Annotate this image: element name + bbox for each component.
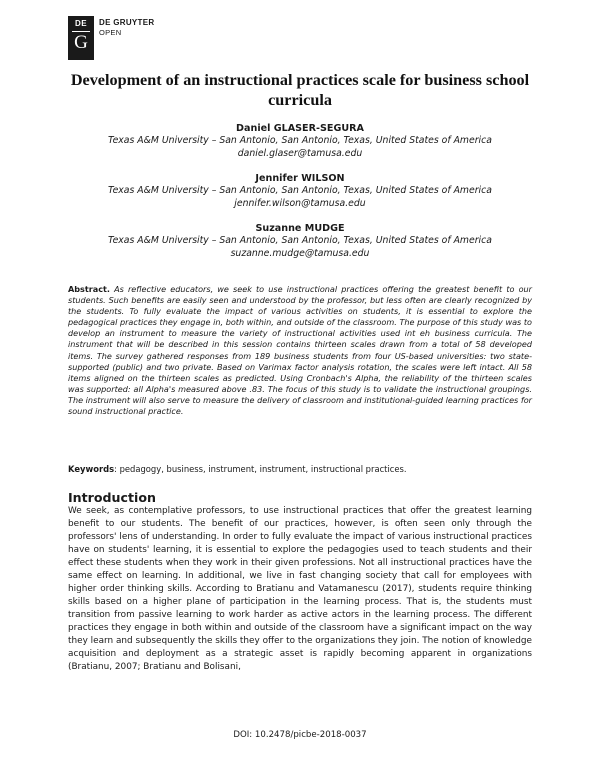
publisher-logo bbox=[68, 16, 154, 60]
author-list bbox=[60, 122, 540, 272]
author-block bbox=[60, 122, 540, 160]
publisher-logo-mark bbox=[68, 16, 94, 60]
abstract bbox=[68, 284, 532, 417]
keywords-text: : pedagogy, business, instrument, instrument, instructional practices. bbox=[114, 464, 407, 474]
author-email: jennifer.wilson@tamusa.edu bbox=[234, 197, 366, 209]
author-block bbox=[60, 172, 540, 210]
author-affiliation: Texas A&M University – San Antonio, San Antonio, Texas, United States of America bbox=[108, 185, 492, 196]
author-name: Daniel GLASER-SEGURA bbox=[236, 123, 364, 134]
section-heading-introduction: Introduction bbox=[68, 490, 156, 505]
logo-mark-bottom: G bbox=[74, 32, 88, 53]
paper-title: Development of an instructional practices scale for business school curricula bbox=[70, 71, 530, 109]
author-name: Jennifer WILSON bbox=[255, 173, 345, 184]
author-email: daniel.glaser@tamusa.edu bbox=[237, 147, 363, 159]
abstract-text: As reflective educators, we seek to use instructional practices offering the greatest benefit to our students. Such benefits are easily seen and understood by the professor, but less often are clearly recognized by the students. To fully evaluate the impact of various activities on students, it is essential to explore the pedagogical practices they engage in, both within, and outside of the classroom. The purpose of this study was to develop an instrument to measure the variety of instructional activities used int eh business curricula. The instrument that will be described in this session contains thirteen scales drawn from a total of 58 developed items. The survey gathered responses from 189 business students from four US-based universities: two state-supported (public) and two private. Based on Varimax factor analysis rotation, the scales were left intact. All 58 items aligned on the thirteen scales as predicted. Using Cronbach's Alpha, the reliability of the thirteen scales was supported: all Alpha's measured above .83. The focus of this study is to validate the instructional groupings. The instrument will also serve to measure the delivery of classroom and institutional-guided learning practices for sound instructional practice. bbox=[68, 284, 532, 417]
author-affiliation: Texas A&M University – San Antonio, San Antonio, Texas, United States of America bbox=[108, 235, 492, 246]
publisher-tagline: OPEN bbox=[99, 28, 122, 37]
keywords bbox=[68, 464, 532, 475]
keywords-label: Keywords bbox=[68, 464, 115, 474]
introduction-text: We seek, as contemplative professors, to use instructional practices that offer the greatest learning benefit to our students. The benefit of our practices, however, is often seen only through the professors' lens of understanding. In order to fully evaluate the impact of various instructional practices have on students' learning, it is essential to explore the pedagogies used to teach students and their effect these students when they work in their given professions. Not all instructional practices have the same effect on learning. In additional, we live in fast changing society that call for employees with higher order thinking skills. According to Bratianu and Vatamanescu (2017), students require thinking skills based on a higher plane of participation in the learning process. That is, the students must transition from passive learning to work harder as active actors in the learning process. The different practices they engage in both within and outside of the classroom have a significant impact on the way they learn and subsequently the skills they offer to the organizations they join. The notion of knowledge acquisition and deployment as a strategic asset is rapidly becoming apparent in organizations (Bratianu, 2007; Bratianu and Bolisani, bbox=[68, 506, 532, 672]
abstract-label: Abstract. bbox=[68, 284, 110, 294]
publisher-name: DE GRUYTER bbox=[99, 18, 155, 27]
doi-footer: DOI: 10.2478/picbe-2018-0037 bbox=[233, 730, 367, 740]
author-email: suzanne.mudge@tamusa.edu bbox=[230, 247, 370, 259]
author-affiliation: Texas A&M University – San Antonio, San Antonio, Texas, United States of America bbox=[108, 135, 492, 146]
publisher-logo-text bbox=[99, 18, 154, 37]
author-name: Suzanne MUDGE bbox=[255, 223, 345, 234]
logo-mark-top: DE bbox=[74, 19, 88, 28]
author-block bbox=[60, 222, 540, 260]
